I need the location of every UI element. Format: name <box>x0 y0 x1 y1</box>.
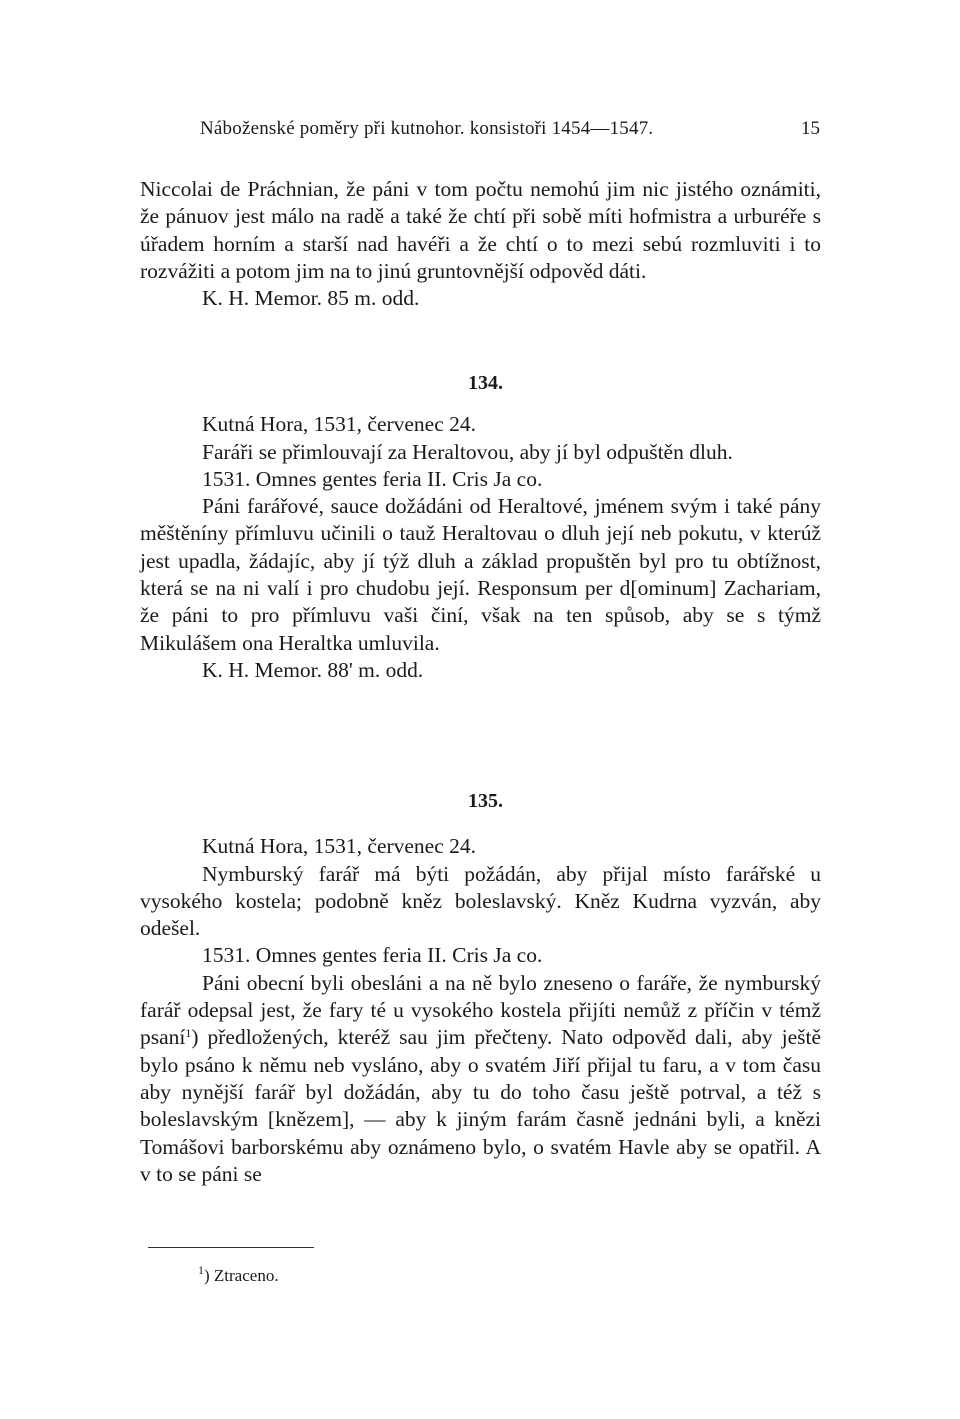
intro-source: K. H. Memor. 85 m. odd. <box>202 286 420 311</box>
running-title: Náboženské poměry při kutnohor. konsistoři 1454—1547. <box>200 118 654 139</box>
document-summary: Faráři se přimlouvají za Heraltovou, aby jí byl odpuštěn dluh. <box>202 439 733 464</box>
intro-block <box>140 176 821 312</box>
footnote <box>198 1265 279 1287</box>
document-place-date: Kutná Hora, 1531, červenec 24. <box>202 834 477 859</box>
document-body-part-a: Páni obecní byli obesláni a na ně bylo zneseno o faráře, že nymburský farář odepsal jest, že fary té u vysokého kostela přijíti nemůž z příčin v témž psaní <box>140 970 821 1050</box>
document-summary: Nymburský farář má býti požádán, aby přijal místo farářské u vysokého kostela; podobně kněz boleslavský. Kněz Kudrna vyzván, aby odešel. <box>140 861 821 941</box>
document-body: Páni farářové, sauce dožádáni od Heraltové, jménem svým i také pány měštěníny přímluvu učinili o tauž Heraltovau o dluh její neb pokutu, v kterúž jest upadla, žádajíc, aby jí týž dluh a základ propuštěn byl pro tu obtížnost, která se na ni valí i pro chudobu její. Responsum per d[ominum] Zachariam, že páni to pro přímluvu vaši činí, však na ten spůsob, aby se s týmž Mikulášem ona Heraltka umluvila. <box>140 494 821 655</box>
footnote-mark: 1 <box>198 1263 204 1277</box>
footnote-text: ) Ztraceno. <box>204 1266 279 1285</box>
footnote-divider <box>148 1247 314 1248</box>
document-135 <box>140 788 821 1188</box>
document-number: 134. <box>468 372 503 394</box>
document-number: 135. <box>468 790 503 812</box>
document-date-line: 1531. Omnes gentes feria II. Cris Ja co. <box>202 943 543 968</box>
document-source: K. H. Memor. 88' m. odd. <box>202 657 424 682</box>
document-body <box>140 970 821 1188</box>
document-date-line: 1531. Omnes gentes feria II. Cris Ja co. <box>202 466 543 491</box>
document-place-date: Kutná Hora, 1531, červenec 24. <box>202 412 477 437</box>
document-body-part-b: ) předložených, kteréž sau jim přečteny. Nato odpověd dali, aby ještě bylo psáno k němu neb vysláno, aby o svatém Jiří přijal tu faru, a v tom času aby nynější farář byl dožádán, aby tu do toho času ještě potrval, a též s boleslavským [knězem], — aby k jiným farám časně jednáni byli, a knězi Tomášovi barborskému aby oznámeno bylo, o svatém Havle aby se opatřil. A v to se páni se <box>140 1025 821 1186</box>
footnote-reference: 1 <box>185 1026 192 1041</box>
document-134 <box>140 370 821 684</box>
page-number: 15 <box>801 118 820 139</box>
intro-paragraph: Niccolai de Práchnian, že páni v tom počtu nemohú jim nic jistého oznámiti, že pánuov jest málo na radě a také že chtí při sobě míti hofmistra a urburéře s úřadem horním a starší nad havéři a že chtí o to mezi sebú rozmluviti i to rozvážiti a potom jim na to jinú gruntovnější odpověd dáti. <box>140 177 821 283</box>
